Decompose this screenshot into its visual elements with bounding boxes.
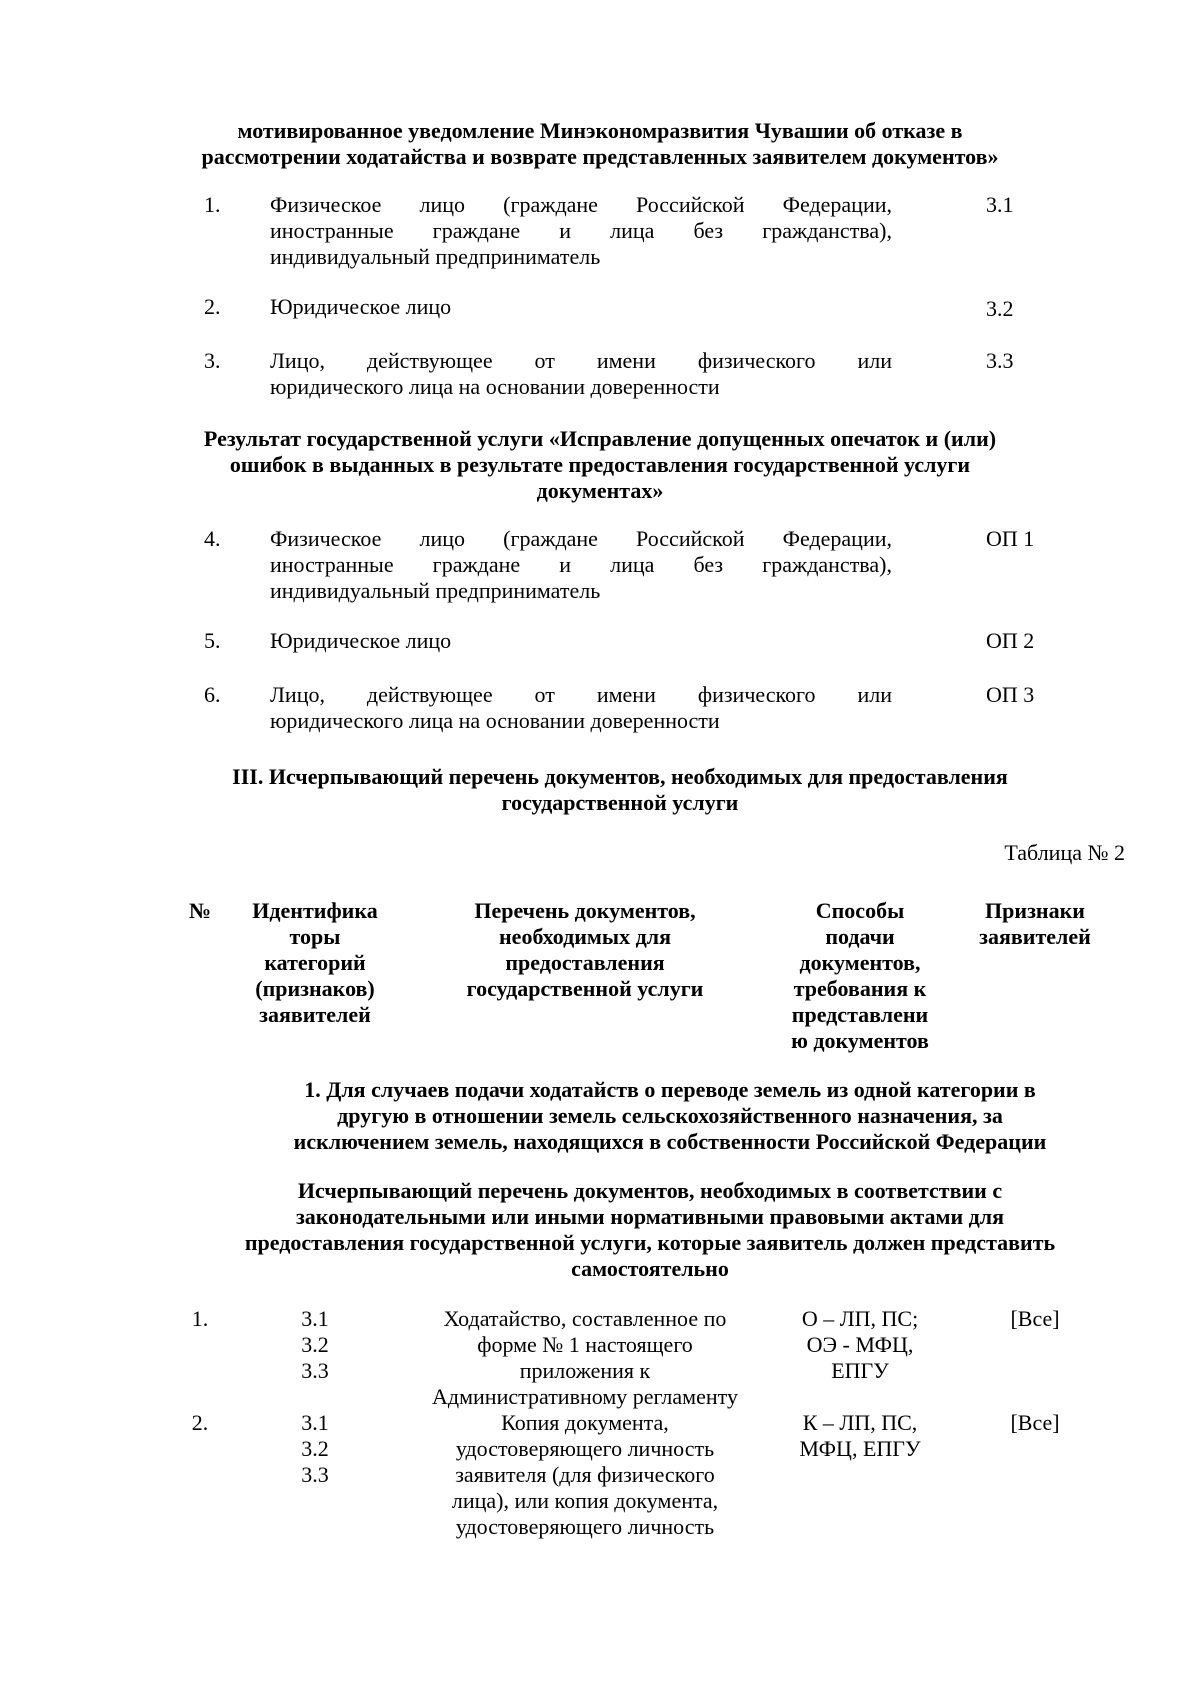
row-identifiers [280,1306,350,1384]
row-methods [775,1410,945,1462]
header-line: Идентифика [252,898,378,923]
heading-line: исключением земель, находящихся в собственности Российской Федерации [293,1129,1047,1154]
description-line: индивидуальный предприниматель [270,244,601,269]
row-number: 2. [191,1410,209,1435]
method-line: МФЦ, ЕПГУ [799,1436,921,1461]
method-line: ЕПГУ [831,1358,889,1383]
description-line: юридического лица на основании доверенности [270,708,720,733]
section-heading-refusal-notice [140,118,1060,170]
row-description [270,192,892,270]
document-line: удостоверяющего личность [455,1436,715,1461]
method-line: ОЭ - МФЦ, [806,1332,914,1357]
method-line: К – ЛП, ПС, [802,1410,918,1435]
row-identifiers [280,1410,350,1488]
row-number: 3. [204,348,221,373]
identifier: 3.3 [301,1462,329,1487]
subsection-heading [230,1077,1110,1155]
description-line: иностранные граждане и лица без гражданства), [270,218,892,243]
header-line: необходимых для [499,924,671,949]
header-line: подачи [825,924,895,949]
heading-line: рассмотрении ходатайства и возврате представленных заявителем документов» [201,144,999,169]
row-number: 2. [204,294,221,319]
header-line: торы [289,924,341,949]
heading-line: самостоятельно [571,1256,729,1281]
section-heading-iii [140,764,1100,816]
header-line: ю документов [791,1028,929,1053]
row-signs: [Все] [1010,1410,1060,1435]
identifier: 3.1 [301,1306,329,1331]
heading-line: ошибок в выданных в результате предоставления государственной услуги [229,452,971,477]
document-line: Копия документа, [501,1410,669,1435]
section-heading-error-correction [140,426,1060,504]
header-submission-methods [770,898,950,1054]
row-number: 5. [204,628,221,653]
identifier: 3.2 [301,1436,329,1461]
heading-line: законодательными или иными нормативными правовыми актами для [295,1204,1005,1229]
header-identifiers [230,898,400,1028]
method-line: О – ЛП, ПС; [801,1306,919,1331]
row-description [270,294,892,320]
document-line: заявителя (для физического [455,1462,715,1487]
header-line: Перечень документов, [474,898,696,923]
heading-line: III. Исчерпывающий перечень документов, необходимых для предоставления [232,764,1008,789]
heading-line: мотивированное уведомление Минэкономразвития Чувашии об отказе в [237,118,963,143]
description-line: Лицо, действующее от имени физического или [270,348,892,373]
description-line: индивидуальный предприниматель [270,578,601,603]
heading-line: документах» [536,478,664,503]
row-number: 4. [204,526,221,551]
description-line: Юридическое лицо [270,294,452,319]
header-line: требования к [793,976,927,1001]
identifier: 3.3 [301,1358,329,1383]
header-number [182,898,218,924]
document-line: приложения к [519,1358,651,1383]
row-code: ОП 3 [986,682,1035,707]
header-line: документов, [799,950,921,975]
description-line: Физическое лицо (граждане Российской Федерации, [270,192,892,217]
header-line: государственной услуги [466,976,704,1001]
document-line: Административному регламенту [432,1384,738,1409]
document-line: Ходатайство, составленное по [443,1306,727,1331]
row-code: ОП 2 [986,628,1035,653]
header-line: предоставления [505,950,665,975]
identifier: 3.2 [301,1332,329,1357]
header-line: заявителей [979,924,1091,949]
header-line: заявителей [259,1002,371,1027]
row-description [270,682,892,734]
document-line: лица), или копия документа, [451,1488,719,1513]
header-document-list [425,898,745,1002]
heading-line: предоставления государственной услуги, которые заявитель должен представить [244,1230,1056,1255]
row-number: 1. [204,192,221,217]
description-line: юридического лица на основании доверенности [270,374,720,399]
header-line: № [188,898,212,923]
header-line: представлени [791,1002,929,1027]
heading-line: государственной услуги [501,790,739,815]
header-line: категорий [264,950,366,975]
row-code: 3.3 [986,348,1014,373]
heading-line: 1. Для случаев подачи ходатайств о переводе земель из одной категории в [304,1077,1036,1102]
row-description [270,348,892,400]
description-line: Юридическое лицо [270,628,452,653]
heading-line: другую в отношении земель сельскохозяйственного назначения, за [337,1103,1003,1128]
heading-line: Исчерпывающий перечень документов, необходимых в соответствии с [297,1178,1003,1203]
row-code: ОП 1 [986,526,1035,551]
row-code: 3.1 [986,192,1014,217]
row-number: 6. [204,682,221,707]
heading-line: Результат государственной услуги «Исправление допущенных опечаток и (или) [203,426,997,451]
row-code: 3.2 [986,296,1014,321]
row-signs: [Все] [1010,1306,1060,1331]
header-line: Признаки [985,898,1085,923]
row-methods [775,1306,945,1384]
header-line: Способы [815,898,905,923]
document-line: форме № 1 настоящего [477,1332,693,1357]
identifier: 3.1 [301,1410,329,1435]
header-line: (признаков) [255,976,375,1001]
description-line: Лицо, действующее от имени физического или [270,682,892,707]
table-caption: Таблица № 2 [1004,840,1125,865]
description-line: иностранные граждане и лица без гражданства), [270,552,892,577]
row-number: 1. [191,1306,209,1331]
documents-list-heading [170,1178,1130,1282]
row-document [405,1306,765,1410]
document-line: удостоверяющего личность [455,1514,715,1539]
row-description [270,526,892,604]
header-applicant-signs [960,898,1110,950]
row-document [405,1410,765,1540]
row-description [270,628,892,654]
description-line: Физическое лицо (граждане Российской Федерации, [270,526,892,551]
